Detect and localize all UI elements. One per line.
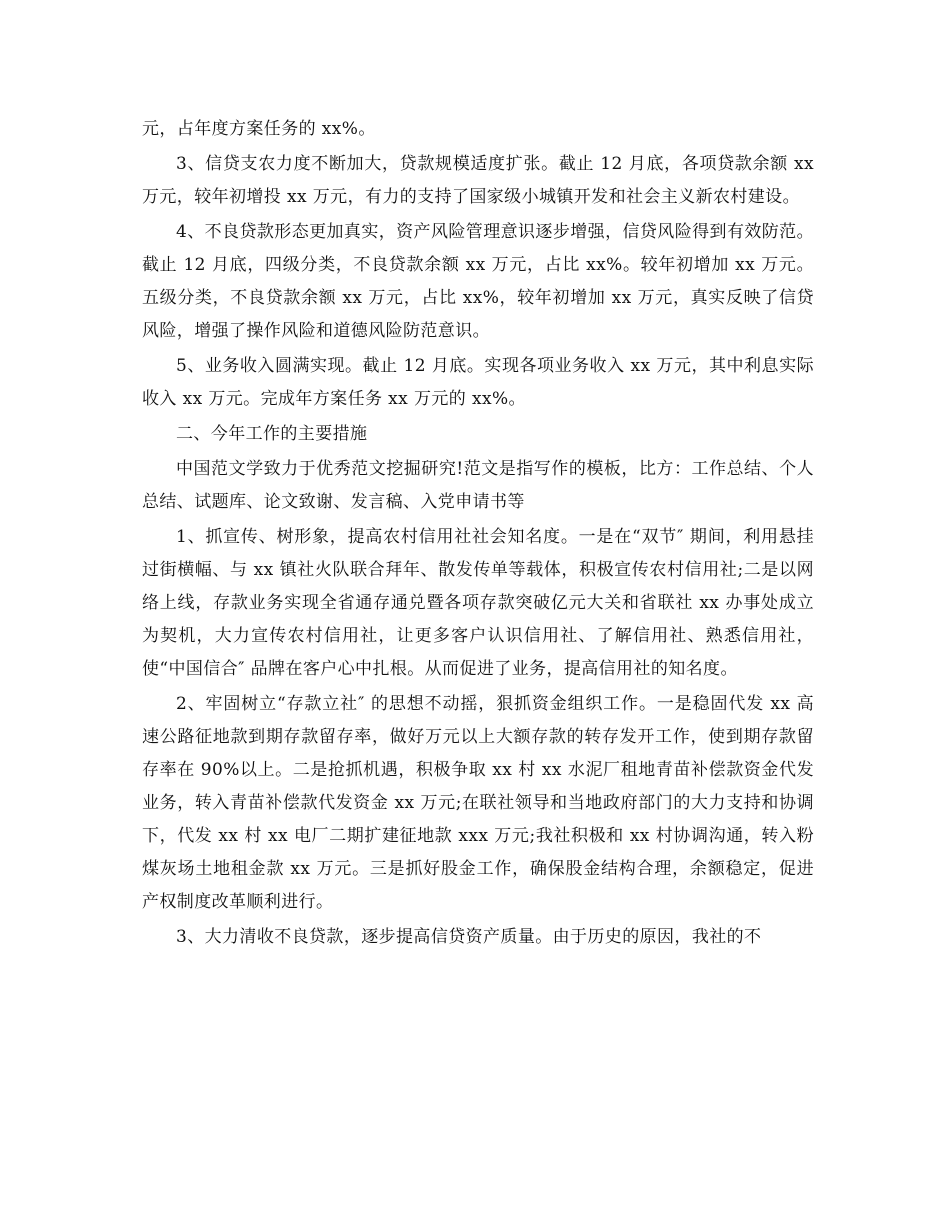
- paragraph-publicity: 1、抓宣传、树形象，提高农村信用社社会知名度。一是在“双节″ 期间，利用悬挂过街横幅、与 xx 镇社火队联合拜年、散发传单等载体，积极宣传农村信用社;二是以网络上线，存款业务实现全省通存通兑暨各项存款突破亿元大关和省联社 xx 办事处成立为契机，大力宣传农村信用社，让更多客户认识信用社、了解信用社、熟悉信用社，使“中国信合″ 品牌在客户心中扎根。从而促进了业务，提高信用社的知名度。: [142, 527, 814, 679]
- section-heading-main-measures: 二、今年工作的主要措施: [176, 424, 368, 444]
- paragraph-fanwen-note: 中国范文学致力于优秀范文挖掘研究!范文是指写作的模板，比方：工作总结、个人总结、试题库、论文致谢、发言稿、入党申请书等: [142, 459, 814, 512]
- paragraph-nonperforming-loans: 4、不良贷款形态更加真实，资产风险管理意识逐步增强，信贷风险得到有效防范。截止 12 月底，四级分类，不良贷款余额 xx 万元，占比 xx%。较年初增加 xx 万元。五级分类，不良贷款余额 xx 万元，占比 xx%，较年初增加 xx 万元，真实反映了信贷风险，增强了操作风险和道德风险防范意识。: [142, 222, 814, 341]
- paragraph-deposits: 2、牢固树立“存款立社″ 的思想不动摇，狠抓资金组织工作。一是稳固代发 xx 高速公路征地款到期存款留存率，做好万元以上大额存款的转存发开工作，使到期存款留存率在 90%以上。二是抢抓机遇，积极争取 xx 村 xx 水泥厂租地青苗补偿款资金代发业务，转入青苗补偿款代发资金 xx 万元;在联社领导和当地政府部门的大力支持和协调下，代发 xx 村 xx 电厂二期扩建征地款 xxx 万元;我社积极和 xx 村协调沟通，转入粉煤灰场土地租金款 xx 万元。三是抓好股金工作，确保股金结构合理，余额稳定，促进产权制度改革顺利进行。: [142, 694, 814, 912]
- paragraph-credit-agriculture: 3、信贷支农力度不断加大，贷款规模适度扩张。截止 12 月底，各项贷款余额 xx 万元，较年初增投 xx 万元，有力的支持了国家级小城镇开发和社会主义新农村建设。: [142, 154, 814, 207]
- paragraph-business-income: 5、业务收入圆满实现。截止 12 月底。实现各项业务收入 xx 万元，其中利息实际收入 xx 万元。完成年方案任务 xx 万元的 xx%。: [142, 356, 814, 409]
- document-body: [142, 113, 814, 956]
- paragraph-continuation: 元，占年度方案任务的 xx%。: [142, 119, 376, 139]
- paragraph-bad-loan-recovery: 3、大力清收不良贷款，逐步提高信贷资产质量。由于历史的原因，我社的不: [176, 927, 762, 947]
